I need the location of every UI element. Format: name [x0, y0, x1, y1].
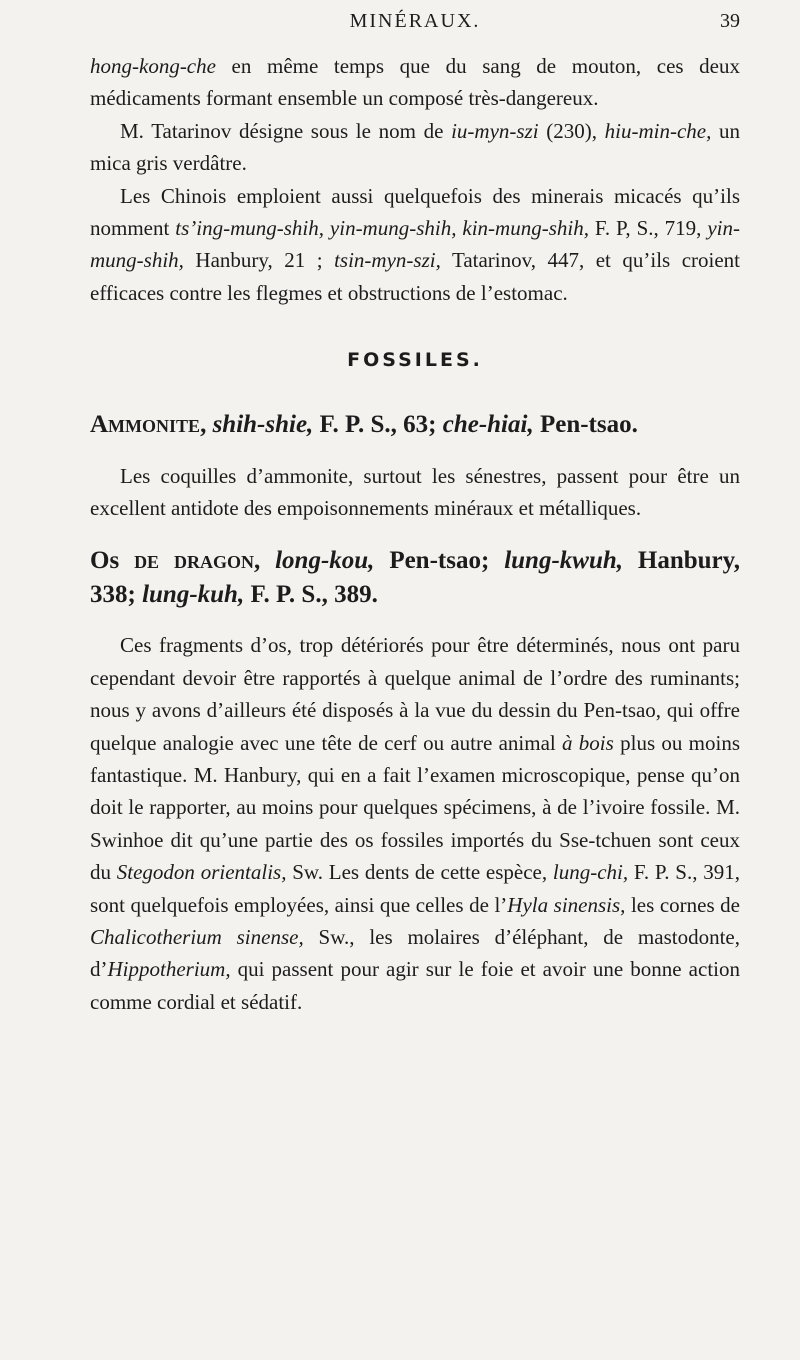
entry-head-os-de-dragon: Os de dragon, long-kou, Pen-tsao; lung-kwuh, Hanbury, 338; lung-kuh, F. P. S., 389.: [90, 547, 741, 608]
running-head: MINÉRAUX.: [349, 10, 481, 32]
paragraph-os-de-dragon: Ces fragments d’os, trop détériorés pour être déterminés, nous ont paru cependant devoir être rapportés à quelque animal de l’ordre des ruminants; nous y avons d’ailleurs été disposés à la vue du dessin du Pen-tsao, qui offre quelque analogie avec une tête de cerf ou autre animal à bois plus ou moins fantastique. M. Hanbury, qui en a fait l’examen microscopique, pense qu’on doit le rapporter, au moins pour quelques spécimens, à de l’ivoire fossile. M. Swinhoe dit qu’une partie des os fossiles importés du Sse-tchuen sont ceux du Stegodon orientalis, Sw. Les dents de cette espèce, lung-chi, F. P. S., 391, sont quelquefois employées, ainsi que celles de l’Hyla sinensis, les cornes de Chalicotherium sinense, Sw., les molaires d’éléphant, de mastodonte, d’Hippotherium, qui passent pour agir sur le foie et avoir une bonne action comme cordial et sédatif.: [90, 633, 741, 1014]
page: [90, 0, 740, 1018]
page-header: [90, 0, 740, 50]
page-number: 39: [720, 10, 740, 32]
paragraph-micaces: Les Chinois emploient aussi quelquefois des minerais micacés qu’ils nomment ts’ing-mung-shih, yin-mung-shih, kin-mung-shih, F. P, S., 719, yin-mung-shih, Hanbury, 21 ; tsin-myn-szi, Tatarinov, 447, et qu’ils croient efficaces contre les flegmes et obstructions de l’estomac.: [90, 183, 741, 305]
entry-head-ammonite: Ammonite, shih-shie, F. P. S., 63; che-hiai, Pen-tsao.: [90, 411, 638, 439]
paragraph-continuation: hong-kong-che en même temps que du sang de mouton, ces deux médicaments formant ensemble un composé très-dangereux.: [90, 54, 740, 111]
section-title-fossiles: FOSSILES.: [347, 349, 483, 372]
paragraph-ammonite: Les coquilles d’ammonite, surtout les sénestres, passent pour être un excellent antidote des empoisonnements minéraux et métalliques.: [90, 463, 740, 521]
paragraph-tatarinov: M. Tatarinov désigne sous le nom de iu-myn-szi (230), hiu-min-che, un mica gris verdâtre.: [90, 118, 740, 176]
